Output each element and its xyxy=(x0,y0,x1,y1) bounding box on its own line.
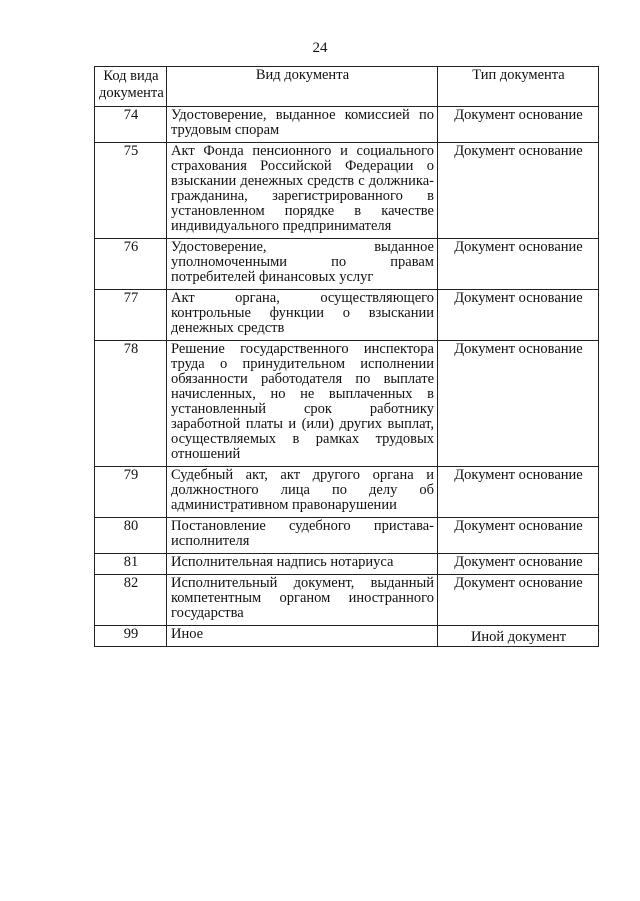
row-name: Постановление судебного пристава-исполнителя xyxy=(167,518,438,554)
header-type: Тип документа xyxy=(438,67,599,107)
row-name: Удостоверение, выданное комиссией по трудовым спорам xyxy=(167,107,438,143)
table-row xyxy=(95,554,599,575)
row-type: Документ основание xyxy=(438,554,599,575)
row-name: Судебный акт, акт другого органа и должностного лица по делу об административном правонарушении xyxy=(167,467,438,518)
table-row xyxy=(95,467,599,518)
table-row xyxy=(95,518,599,554)
row-name: Исполнительная надпись нотариуса xyxy=(167,554,438,575)
row-name: Акт Фонда пенсионного и социального страхования Российской Федерации о взыскании денежных средств с должника-гражданина, зарегистрированного в установленном порядке в качестве индивидуального предпринимателя xyxy=(167,143,438,239)
row-code: 81 xyxy=(95,554,167,575)
table-row xyxy=(95,143,599,239)
table-row xyxy=(95,290,599,341)
row-name: Исполнительный документ, выданный компетентным органом иностранного государства xyxy=(167,575,438,626)
row-type: Документ основание xyxy=(438,341,599,467)
row-code: 80 xyxy=(95,518,167,554)
row-type: Документ основание xyxy=(438,107,599,143)
page-number: 24 xyxy=(312,40,328,56)
row-name: Решение государственного инспектора труда о принудительном исполнении обязанности работодателя по выплате начисленных, но не выплаченных в установленный срок работнику заработной платы и (или) других выплат, осуществляемых в рамках трудовых отношений xyxy=(167,341,438,467)
table-row xyxy=(95,107,599,143)
row-type: Документ основание xyxy=(438,290,599,341)
row-code: 82 xyxy=(95,575,167,626)
row-code: 79 xyxy=(95,467,167,518)
table-row xyxy=(95,575,599,626)
document-type-table xyxy=(94,66,599,647)
row-type: Документ основание xyxy=(438,467,599,518)
header-code: Код вида документа xyxy=(95,67,167,107)
row-type: Иной документ xyxy=(438,626,599,647)
row-name: Акт органа, осуществляющего контрольные функции о взыскании денежных средств xyxy=(167,290,438,341)
row-code: 77 xyxy=(95,290,167,341)
table-row xyxy=(95,626,599,647)
row-name: Удостоверение, выданное уполномоченными по правам потребителей финансовых услуг xyxy=(167,239,438,290)
row-code: 76 xyxy=(95,239,167,290)
row-code: 99 xyxy=(95,626,167,647)
table-header-row xyxy=(95,67,599,107)
row-code: 75 xyxy=(95,143,167,239)
row-code: 78 xyxy=(95,341,167,467)
row-name: Иное xyxy=(167,626,438,647)
row-type: Документ основание xyxy=(438,239,599,290)
header-name: Вид документа xyxy=(167,67,438,107)
table-row xyxy=(95,341,599,467)
row-type: Документ основание xyxy=(438,575,599,626)
table-row xyxy=(95,239,599,290)
row-type: Документ основание xyxy=(438,518,599,554)
row-type: Документ основание xyxy=(438,143,599,239)
row-code: 74 xyxy=(95,107,167,143)
